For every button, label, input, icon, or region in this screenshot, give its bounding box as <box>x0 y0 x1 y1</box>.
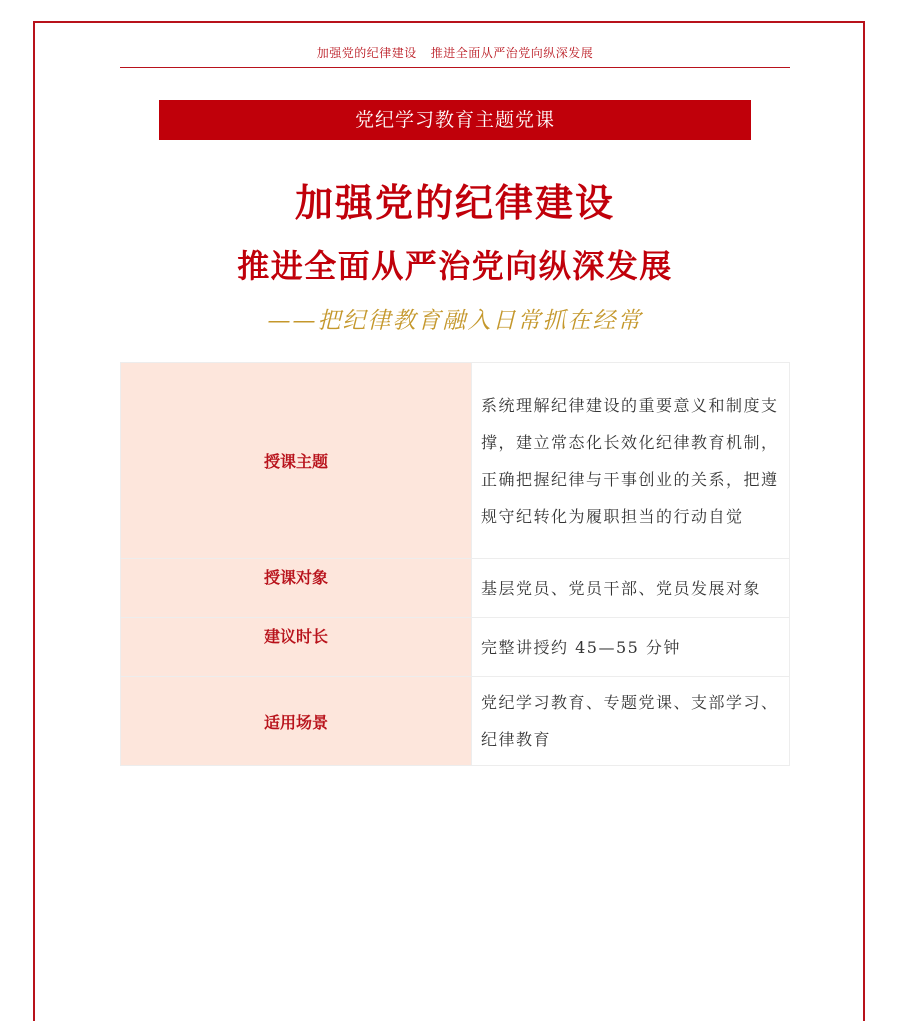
running-header-right: 推进全面从严治党向纵深发展 <box>430 46 594 60</box>
sub-title: 推进全面从严治党向纵深发展 <box>237 247 673 285</box>
row-label: 建议时长 <box>121 618 472 677</box>
course-info-table <box>120 362 790 766</box>
row-value: 党纪学习教育、专题党课、支部学习、纪律教育 <box>472 677 790 766</box>
row-label: 授课主题 <box>121 363 472 559</box>
row-label: 授课对象 <box>121 559 472 618</box>
tagline: ——把纪律教育融入日常抓在经常 <box>267 308 643 334</box>
header-divider <box>120 67 790 68</box>
running-header-left: 加强党的纪律建设 <box>316 46 417 60</box>
topic-banner: 党纪学习教育主题党课 <box>159 100 751 140</box>
row-value: 完整讲授约 45—55 分钟 <box>472 618 790 677</box>
table-row <box>121 618 790 677</box>
row-value: 系统理解纪律建设的重要意义和制度支撑，建立常态化长效化纪律教育机制，正确把握纪律与干事创业的关系，把遵规守纪转化为履职担当的行动自觉 <box>472 363 790 559</box>
table-row <box>121 363 790 559</box>
table-row <box>121 559 790 618</box>
running-header <box>120 44 790 61</box>
main-title: 加强党的纪律建设 <box>294 181 615 225</box>
table-row <box>121 677 790 766</box>
row-value: 基层党员、党员干部、党员发展对象 <box>472 559 790 618</box>
row-label: 适用场景 <box>121 677 472 766</box>
